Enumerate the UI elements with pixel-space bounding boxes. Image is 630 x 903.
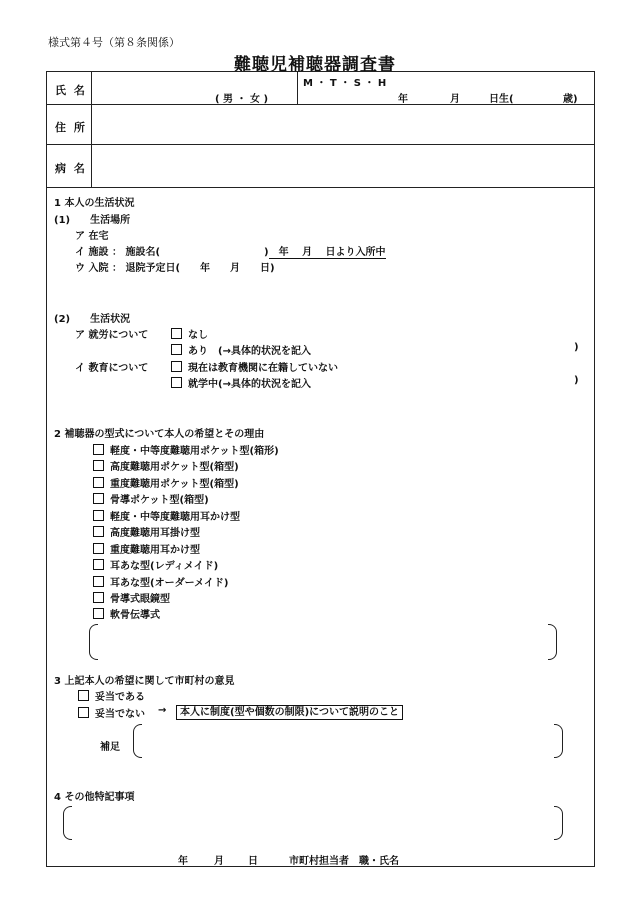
reason-bracket-right (548, 624, 557, 660)
document-title: 難聴児補聴器調査書 (234, 55, 396, 75)
supplement-bracket-left (133, 724, 142, 758)
form-number: 様式第４号（第８条関係） (48, 36, 180, 49)
hearing-aid-option[interactable]: 軽度・中等度難聴用ポケット型(箱形) (93, 442, 279, 457)
section1-heading: 1 本人の生活状況 (54, 198, 135, 209)
checkbox-icon[interactable] (93, 510, 104, 521)
checkbox-icon[interactable] (78, 707, 89, 718)
footer-day-label: 日 (248, 856, 258, 867)
checkbox-icon[interactable] (171, 361, 182, 372)
hearing-aid-option[interactable]: 軟骨伝導式 (93, 606, 160, 621)
address-label: 住 所 (55, 121, 87, 134)
living-place-heading: (1) 生活場所 (54, 215, 131, 226)
edu-enrolled-option[interactable]: 就学中(→具体的状況を記入 (171, 375, 311, 390)
hearing-aid-option[interactable]: 高度難聴用ポケット型(箱型) (93, 458, 239, 473)
dob-year-label: 年 (398, 94, 408, 105)
remarks-bracket-left (63, 806, 72, 840)
remarks-bracket-right (554, 806, 563, 840)
arrow-icon: → (158, 705, 167, 716)
section3-heading: 3 上記本人の希望に関して市町村の意見 (54, 676, 235, 687)
era-choice[interactable]: M ・ T ・ S ・ H (303, 78, 387, 89)
reason-bracket-left (89, 624, 98, 660)
hearing-aid-option[interactable]: 耳あな型(オーダーメイド) (93, 574, 228, 589)
checkbox-icon[interactable] (93, 592, 104, 603)
name-dob-divider (297, 71, 298, 104)
age-label: 歳) (563, 94, 578, 105)
sex-choice[interactable]: ( 男 ・ 女 ) (215, 94, 269, 105)
not-appropriate-option[interactable]: 妥当でない (78, 705, 145, 720)
section4-heading: 4 その他特記事項 (54, 792, 135, 803)
edu-close-paren: ) (574, 375, 579, 386)
row-divider-disease (46, 187, 595, 188)
explanation-note: 本人に制度(型や個数の制限)について説明のこと (176, 703, 403, 718)
hearing-aid-option[interactable]: 耳あな型(レディメイド) (93, 557, 218, 572)
living-home: ア 在宅 (75, 231, 109, 242)
checkbox-icon[interactable] (93, 526, 104, 537)
checkbox-icon[interactable] (93, 576, 104, 587)
facility-admission-date: 年 月 日より入所中 (268, 247, 386, 258)
checkbox-icon[interactable] (93, 543, 104, 554)
work-yes-option[interactable]: あり (→具体的状況を記入 (171, 342, 311, 357)
hearing-aid-option[interactable]: 高度難聴用耳掛け型 (93, 524, 200, 539)
label-column-divider (91, 71, 92, 187)
appropriate-option[interactable]: 妥当である (78, 688, 145, 703)
supplement-label: 補足 (100, 742, 120, 753)
checkbox-icon[interactable] (171, 328, 182, 339)
living-facility (75, 243, 386, 258)
life-status-heading: (2) 生活状況 (54, 314, 131, 325)
facility-name-close: ) (264, 247, 269, 258)
checkbox-icon[interactable] (93, 460, 104, 471)
hearing-aid-option[interactable]: 重度難聴用耳かけ型 (93, 541, 200, 556)
checkbox-icon[interactable] (93, 559, 104, 570)
hearing-aid-option[interactable]: 骨導ポケット型(箱型) (93, 491, 209, 506)
facility-name-prefix: イ 施設 ： 施設名( (75, 247, 161, 258)
living-hospital: ウ 入院 ： 退院予定日( 年 月 日) (75, 263, 275, 274)
footer-month-label: 月 (214, 856, 224, 867)
name-label: 氏 名 (55, 84, 87, 97)
work-label: ア 就労について (75, 330, 149, 341)
education-label: イ 教育について (75, 363, 149, 374)
work-close-paren: ) (574, 342, 579, 353)
dob-month-label: 月 (450, 94, 460, 105)
checkbox-icon[interactable] (93, 477, 104, 488)
edu-not-enrolled-option[interactable]: 現在は教育機関に在籍していない (171, 359, 338, 374)
hearing-aid-option[interactable]: 軽度・中等度難聴用耳かけ型 (93, 508, 240, 523)
row-divider-address (46, 144, 595, 145)
footer-year-label: 年 (178, 856, 188, 867)
dob-day-label: 日生( (489, 94, 514, 105)
checkbox-icon[interactable] (93, 608, 104, 619)
checkbox-icon[interactable] (93, 444, 104, 455)
checkbox-icon[interactable] (171, 344, 182, 355)
checkbox-icon[interactable] (93, 493, 104, 504)
hearing-aid-option[interactable]: 重度難聴用ポケット型(箱型) (93, 475, 239, 490)
work-none-option[interactable]: なし (171, 326, 208, 341)
disease-label: 病 名 (55, 162, 87, 175)
section2-heading: 2 補聴器の型式について本人の希望とその理由 (54, 429, 265, 440)
supplement-bracket-right (554, 724, 563, 758)
hearing-aid-option[interactable]: 骨導式眼鏡型 (93, 590, 170, 605)
checkbox-icon[interactable] (78, 690, 89, 701)
checkbox-icon[interactable] (171, 377, 182, 388)
officer-label: 市町村担当者 職・氏名 (289, 856, 399, 867)
